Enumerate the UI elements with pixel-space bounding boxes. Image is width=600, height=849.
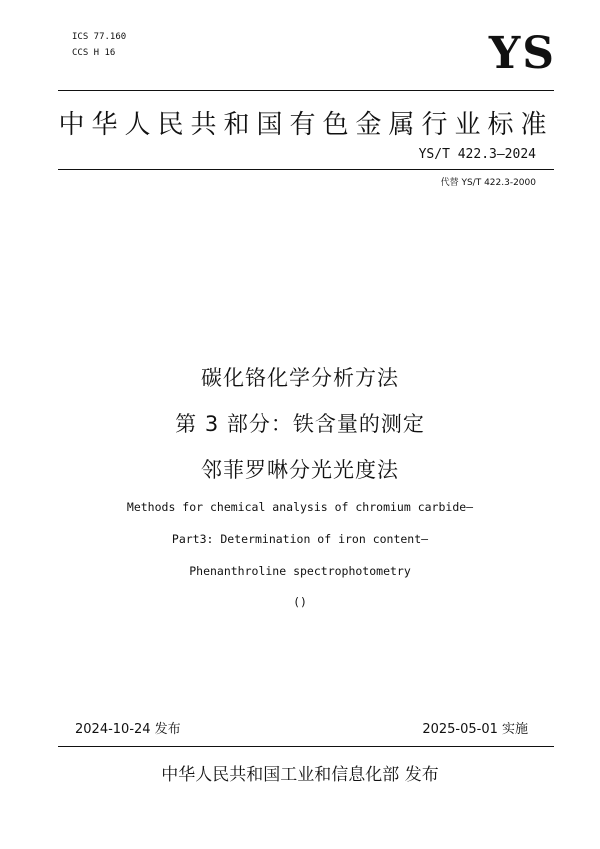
- top-divider: [58, 90, 554, 91]
- en-title-line-3: Phenanthroline spectrophotometry: [189, 564, 411, 578]
- bottom-divider: [58, 746, 554, 747]
- issue-date: 2024-10-24 发布: [75, 722, 181, 737]
- replaces-standard: 代替 YS/T 422.3-2000: [440, 178, 536, 188]
- standard-category: 中华人民共和国有色金属行业标准: [58, 110, 554, 140]
- ics-code: ICS 77.160: [72, 32, 127, 42]
- en-title-line-2: Part3: Determination of iron content—: [171, 532, 429, 546]
- classification-codes: [72, 29, 126, 61]
- en-title-line-1: Methods for chemical analysis of chromium carbide—: [126, 500, 474, 514]
- ccs-code: CCS H 16: [72, 48, 116, 58]
- ys-logo: YS: [488, 28, 556, 79]
- standard-number: YS/T 422.3—2024: [418, 147, 536, 162]
- effective-date: 2025-05-01 实施: [422, 722, 528, 737]
- cn-title-line-3: 邻菲罗啉分光光度法: [201, 458, 399, 482]
- cn-title-line-2: 第 3 部分：铁含量的测定: [175, 412, 425, 436]
- cn-title-line-1: 碳化铬化学分析方法: [201, 366, 399, 390]
- en-title-line-4: (): [293, 595, 307, 609]
- publisher: 中华人民共和国工业和信息化部 发布: [161, 765, 439, 785]
- number-divider: [58, 169, 554, 170]
